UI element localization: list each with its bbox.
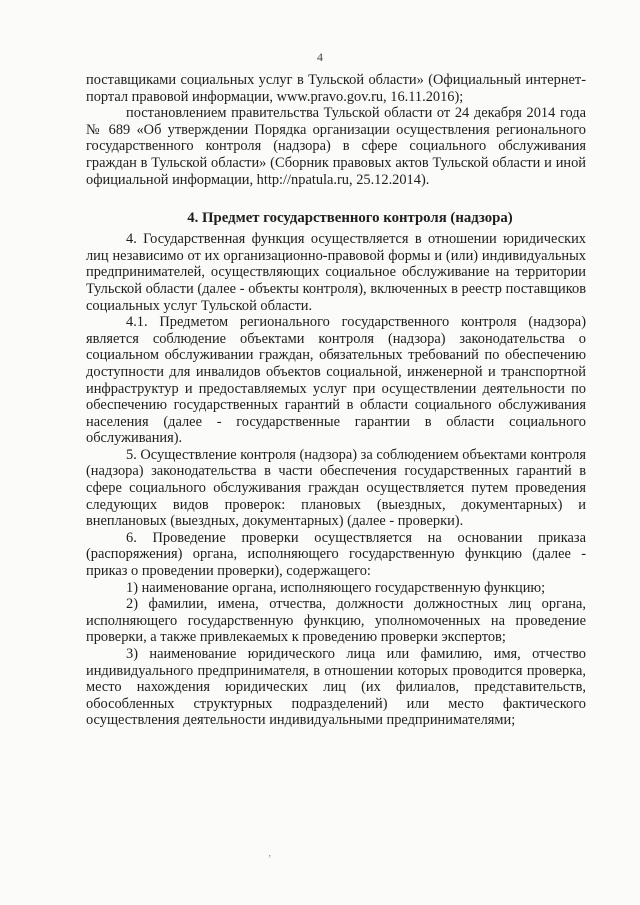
paragraph: постановлением правительства Тульской области от 24 декабря 2014 года № 689 «Об утверждении Порядка организации осуществления регионального государственного контроля (надзора) в сфере социального обслуживания граждан в Тульской области» (Сборник правовых актов Тульской области и иной официальной информации, http://npatula.ru, 25.12.2014). [86,105,586,188]
scan-artifact: ‚ [268,848,272,859]
document-body [86,72,586,729]
paragraph: 6. Проведение проверки осуществляется на основании приказа (распоряжения) органа, исполняющего государственную функцию (далее - приказ о проведении проверки), содержащего: [86,529,586,580]
paragraph: 4. Государственная функция осуществляется в отношении юридических лиц независимо от их организационно-правовой формы и (или) индивидуальных предпринимателей, осуществляющих социальное обслуживание на территории Тульской области (далее - объекты контроля), включенных в реестр поставщиков социальных услуг Тульской области. [86,231,586,314]
list-item: 2) фамилии, имена, отчества, должности должностных лиц органа, исполняющего государственную функцию, уполномоченных на проведение проверки, а также привлекаемых к проведению проверки экспертов; [86,596,586,646]
page-number: 4 [317,50,323,64]
section-heading: 4. Предмет государственного контроля (надзора) [187,210,513,227]
paragraph: поставщиками социальных услуг в Тульской области» (Официальный интернет-портал правовой информации, www.pravo.gov.ru, 16.11.2016); [86,72,586,105]
list-item: 3) наименование юридического лица или фамилию, имя, отчество индивидуального предпринимателя, в отношении которых проводится проверка, место нахождения юридических лиц (их филиалов, представительств, обособленных структурных подразделений) или место фактического осуществления деятельности индивидуальными предпринимателями; [86,646,586,729]
paragraph: 4.1. Предметом регионального государственного контроля (надзора) является соблюдение объектами контроля (надзора) законодательства о социальном обслуживании граждан, обязательных требований по обеспечению доступности для инвалидов объектов социальной, инженерной и транспортной инфраструктур и предоставляемых услуг при осуществлении деятельности по обеспечению государственных гарантий в области социального обслуживания населения (далее - государственные гарантии в области социального обслуживания). [86,314,586,447]
list-item: 1) наименование органа, исполняющего государственную функцию; [126,579,546,596]
paragraph: 5. Осуществление контроля (надзора) за соблюдением объектами контроля (надзора) законодательства в части обеспечения государственных гарантий в сфере социального обслуживания граждан осуществляется путем проведения следующих видов проверок: плановых (выездных, документарных) и внеплановых (выездных, документарных) (далее - проверки). [86,446,586,530]
